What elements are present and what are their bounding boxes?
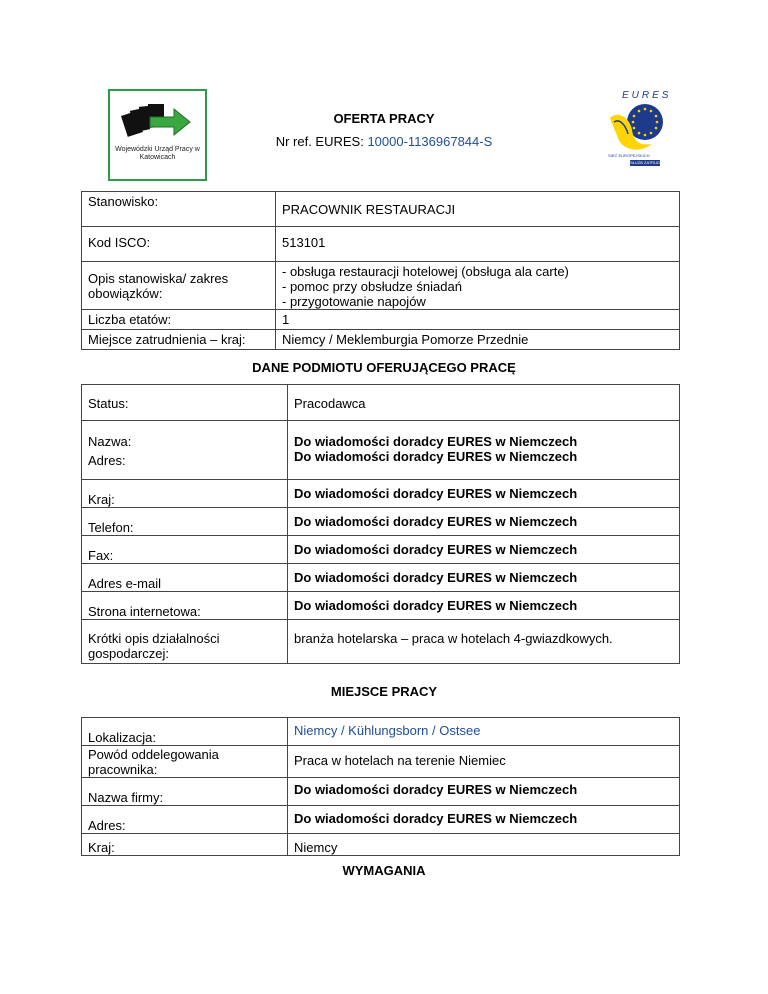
opis-line: - pomoc przy obsłudze śniadań: [282, 279, 462, 294]
telefon-value: Do wiadomości doradcy EURES w Niemczech: [288, 508, 680, 536]
ref-label: Nr ref. EURES:: [275, 134, 368, 149]
employer-table: [81, 384, 680, 664]
workplace-kraj-label: Kraj:: [82, 834, 288, 856]
firma-value: Do wiadomości doradcy EURES w Niemczech: [288, 778, 680, 806]
miejsce-value: Niemcy / Meklemburgia Pomorze Przednie: [276, 330, 680, 350]
table-row: [82, 834, 680, 856]
wup-logo-caption: Wojewódzki Urząd Pracy w Katowicach: [115, 146, 200, 161]
table-row: [82, 310, 680, 330]
email-value: Do wiadomości doradcy EURES w Niemczech: [288, 564, 680, 592]
ref-number: 10000-1136967844-S: [367, 134, 493, 149]
workplace-section-title: MIEJSCE PRACY: [330, 684, 438, 699]
table-row: [82, 718, 680, 746]
workplace-adres-label: Adres:: [82, 806, 288, 834]
etaty-value: 1: [276, 310, 680, 330]
fax-value: Do wiadomości doradcy EURES w Niemczech: [288, 536, 680, 564]
fax-label: Fax:: [82, 536, 288, 564]
status-value: Pracodawca: [288, 385, 680, 421]
powod-label: Powód oddelegowania pracownika:: [82, 746, 288, 778]
etaty-label: Liczba etatów:: [82, 310, 276, 330]
nazwa-label: Nazwa:: [88, 434, 132, 449]
table-row: [82, 592, 680, 620]
opis-label: Opis stanowiska/ zakres obowiązków:: [82, 262, 276, 310]
eures-subtitle-badge: SŁUŻB ZATRUDNIENIA: [630, 160, 674, 165]
lokalizacja-value: Niemcy / Kühlungsborn / Ostsee: [288, 718, 680, 746]
dzialalnosc-label: Krótki opis działalności gospodarczej:: [82, 620, 288, 664]
table-row: [82, 227, 680, 262]
stanowisko-label: Stanowisko:: [82, 192, 276, 227]
firma-label: Nazwa firmy:: [82, 778, 288, 806]
requirements-section-title: WYMAGANIA: [342, 863, 426, 878]
powod-value: Praca w hotelach na terenie Niemiec: [288, 746, 680, 778]
stanowisko-value: PRACOWNIK RESTAURACJI: [276, 192, 680, 227]
telefon-label: Telefon:: [82, 508, 288, 536]
table-row: [82, 480, 680, 508]
isco-label: Kod ISCO:: [82, 227, 276, 262]
email-label: Adres e-mail: [82, 564, 288, 592]
lokalizacja-label: Lokalizacja:: [82, 718, 288, 746]
table-row: [82, 262, 680, 310]
table-row: [82, 421, 680, 480]
opis-value: [276, 262, 680, 310]
adres-label: Adres:: [88, 453, 126, 468]
table-row: [82, 192, 680, 227]
opis-line: - przygotowanie napojów: [282, 294, 426, 309]
adres-value: Do wiadomości doradcy EURES w Niemczech: [294, 449, 578, 464]
table-row: [82, 620, 680, 664]
www-value: Do wiadomości doradcy EURES w Niemczech: [288, 592, 680, 620]
nazwa-value: Do wiadomości doradcy EURES w Niemczech: [294, 434, 578, 449]
reference-number: [0, 134, 768, 149]
isco-value: 513101: [276, 227, 680, 262]
table-row: [82, 536, 680, 564]
table-row: [82, 564, 680, 592]
svg-text:EURES: EURES: [622, 90, 672, 101]
page-title: OFERTA PRACY: [333, 111, 435, 126]
table-row: [82, 806, 680, 834]
table-row: [82, 778, 680, 806]
workplace-table: [81, 717, 680, 856]
dzialalnosc-value: branża hotelarska – praca w hotelach 4-gwiazdkowych.: [288, 620, 680, 664]
job-table: [81, 191, 680, 350]
opis-line: - obsługa restauracji hotelowej (obsługa ala carte): [282, 264, 569, 279]
table-row: [82, 746, 680, 778]
status-label: Status:: [82, 385, 288, 421]
miejsce-label: Miejsce zatrudnienia – kraj:: [82, 330, 276, 350]
table-row: [82, 330, 680, 350]
workplace-kraj-value: Niemcy: [288, 834, 680, 856]
workplace-adres-value: Do wiadomości doradcy EURES w Niemczech: [288, 806, 680, 834]
eures-subtitle: SIEĆ EUROPEJSKICH: [608, 153, 650, 158]
kraj-label: Kraj:: [82, 480, 288, 508]
table-row: [82, 385, 680, 421]
employer-section-title: DANE PODMIOTU OFERUJĄCEGO PRACĘ: [252, 360, 516, 375]
www-label: Strona internetowa:: [82, 592, 288, 620]
kraj-value: Do wiadomości doradcy EURES w Niemczech: [288, 480, 680, 508]
table-row: [82, 508, 680, 536]
